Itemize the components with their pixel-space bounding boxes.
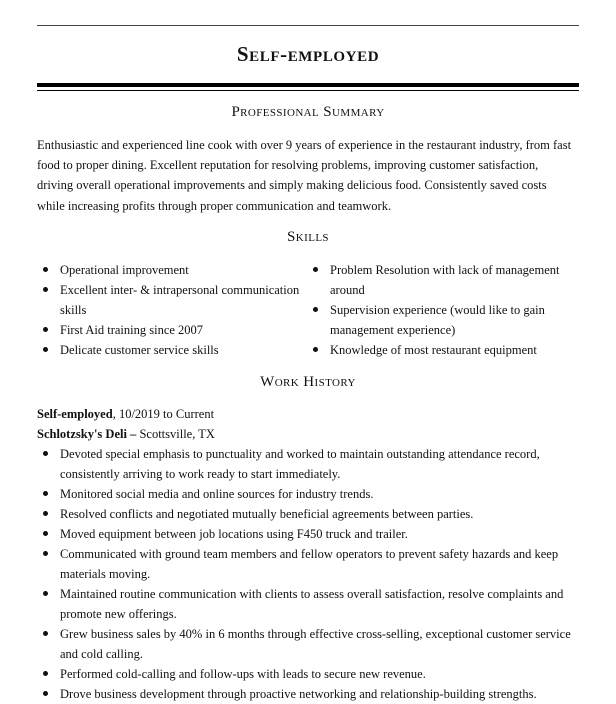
duty-item: Grew business sales by 40% in 6 months through effective cross-selling, exceptional customer service and cold calling. — [37, 624, 577, 664]
duty-item: Moved equipment between job locations using F450 truck and trailer. — [37, 524, 577, 544]
duty-item: Devoted special emphasis to punctuality and worked to maintain outstanding attendance record, consistently arriving to work ready to start immediately. — [37, 444, 577, 484]
summary-heading: Professional Summary — [231, 104, 385, 120]
duty-item: Communicated with ground team members and fellow operators to prevent safety hazards and keep materials moving. — [37, 544, 577, 584]
job-title: Self-employed — [37, 407, 113, 421]
skill-item: Knowledge of most restaurant equipment — [307, 340, 567, 360]
work-history-heading: Work History — [260, 374, 356, 390]
skill-item: Excellent inter- & intrapersonal communication skills — [37, 280, 302, 320]
job-duties-list — [37, 444, 577, 704]
skill-item: Supervision experience (would like to gain management experience) — [307, 300, 567, 340]
duty-item: Performed cold-calling and follow-ups with leads to secure new revenue. — [37, 664, 577, 684]
summary-text: Enthusiastic and experienced line cook with over 9 years of experience in the restaurant industry, from fast food to proper dining. Excellent reputation for resolving problems, improving customer satisfaction, driving overall operational improvements and simply making delicious food. Consistently saved costs while increasing profits through proper communication and teamwork. — [37, 138, 572, 213]
skills-list-right — [307, 260, 567, 360]
skill-item: Problem Resolution with lack of management around — [307, 260, 567, 300]
skill-item: Operational improvement — [37, 260, 302, 280]
duty-item: Monitored social media and online sources for industry trends. — [37, 484, 577, 504]
top-divider — [37, 25, 579, 26]
skills-list-left — [37, 260, 302, 360]
header-thin-divider — [37, 90, 579, 91]
duty-item: Resolved conflicts and negotiated mutually beneficial agreements between parties. — [37, 504, 577, 524]
candidate-name: Self-employed — [236, 42, 380, 66]
job-title-line — [37, 404, 214, 424]
duty-item: Drove business development through proactive networking and relationship-building strengths. — [37, 684, 577, 704]
job-company-line — [37, 424, 215, 444]
skill-item: Delicate customer service skills — [37, 340, 302, 360]
skill-item: First Aid training since 2007 — [37, 320, 302, 340]
job-dates: , 10/2019 to Current — [112, 407, 215, 421]
skills-heading: Skills — [287, 229, 329, 245]
job-location: Scottsville, TX — [136, 427, 215, 441]
job-company: Schlotzsky's Deli – — [37, 427, 137, 441]
header-thick-divider — [37, 83, 579, 87]
duty-item: Maintained routine communication with clients to assess overall satisfaction, resolve complaints and promote new offerings. — [37, 584, 577, 624]
